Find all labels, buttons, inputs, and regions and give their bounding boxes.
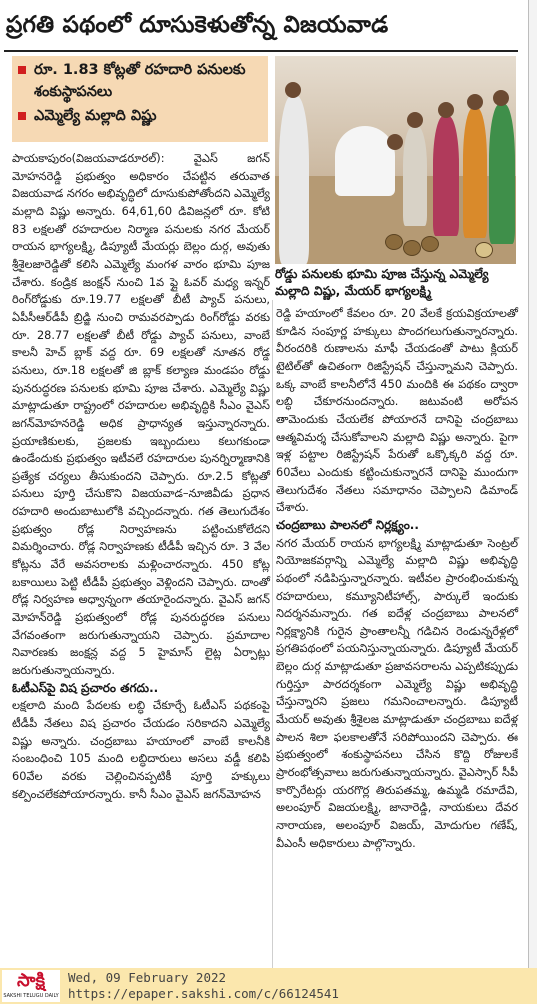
sakshi-logo xyxy=(2,970,60,1002)
news-photo xyxy=(275,56,516,264)
epaper-url-link[interactable]: https://epaper.sakshi.com/c/66124541 xyxy=(68,986,339,1001)
highlight-item: రూ. 1.83 కోట్లతో రహదారి పనులకు xyxy=(18,60,245,80)
epaper-footer xyxy=(0,968,537,1004)
article-column-1 xyxy=(12,150,270,803)
bullet-icon xyxy=(18,112,26,120)
highlight-item-continued: శంకుస్థాపనలు xyxy=(34,84,113,100)
headline: ప్రగతి పథంలో దూసుకెళుతోన్న విజయవాడ xyxy=(6,12,389,38)
article-paragraph: నగర మేయర్ రాయన భాగ్యలక్ష్మి మాట్లాడుతూ సెంట్రల్ నియోజకవర్గాన్ని ఎమ్మెల్యే మల్లాది విష్ణు అభివృద్ధి పథంలో నడిపిస్తున్నారన్నారు. ఇటీవల ప్రారంభించుకున్న రహదారులు, కమ్యూనిటీహాల్స్, పార్కులే ఇందుకు నిదర్శనమన్నారు. గత ఐదేళ్ల చంద్రబాబు పాలనలో నిర్లక్ష్యానికి గురైన ప్రాంతాలన్నీ గడిచిన రెండున్నరేళ్లలో ప్రగతిపథంలో పయనిస్తున్నాయన్నారు. డిప్యూటీ మేయర్ బెల్లం దుర్గ మాట్లాడుతూ ప్రజావసరాలను ఎప్పటికప్పుడు గుర్తిస్తూ పారదర్శకంగా ఎమ్మెల్యే విష్ణు అభివృద్ధి చేస్తున్నారని ప్రజలు గమనించాలన్నారు. డిప్యూటీ మేయర్ అవుతు శ్రీశైలజ మాట్లాడుతూ చంద్రబాబు ఐదేళ్ల పాలన శిలా ఫలకాలతోనే సరిపోయిందని చెప్పారు. ఈ ప్రభుత్వంలో శంకుస్థాపనలు చేసిన కొద్ది రోజులకే ప్రారంభోత్సవాలు జరుగుతున్నాయన్నారు. వైఎస్సార్ సీపీ కార్పొరేటర్లు యరగొర్ల తిరుపతమ్మ, ఉమ్మడి రమాదేవి, అలంపూర్ విజయలక్ష్మి, జానారెడ్డి, నాయకులు దేవర నారాయణ, అలంపూర్ విజయ్, మోదుగుల గణేష్, వీఎంసీ అధికారులు పాల్గొన్నారు. xyxy=(276,535,518,850)
article-paragraph: లక్షలాది మంది పేదలకు లబ్ధి చేకూర్చే ఓటీఎస్ పథకంపై టీడీపీ నేతలు విష ప్రచారం చేయడం సరికాదని ఎమ్మెల్యే విష్ణు అన్నారు. చంద్రబాబు హయాంలో వాంబే కాలనీకి సంబంధించి 105 మంది లబ్ధిదారులు అసలు వడ్డీ కలిపి 60వేల వరకు చెల్లించినప్పటికీ పూర్తి హక్కులు కల్పించలేకపోయారన్నారు. కానీ సీఎం వైఎస్ జగన్‌మోహన xyxy=(12,698,270,801)
logo-text: సాక్షి xyxy=(17,970,45,991)
photo-caption: రోడ్డు పనులకు భూమి పూజ చేస్తున్న ఎమ్మెల్యే మల్లాది విష్ణు, మేయర్ భాగ్యలక్ష్మి xyxy=(275,267,489,298)
edition-date: Wed, 09 February 2022 xyxy=(68,970,227,985)
adjacent-page-strip xyxy=(528,0,537,968)
subheading: ఓటీఎస్‌పై విష ప్రచారం తగదు.. xyxy=(12,680,159,695)
bullet-icon xyxy=(18,66,26,74)
headline-rule xyxy=(4,50,518,52)
article-paragraph: రెడ్డి హయాంలో కేవలం రూ. 20 వేలకే క్రయవిక్రయాలతో కూడిన సంపూర్ణ హక్కులు పొందగలుగుతున్నారన్నారు. వీరందరికి రుణాలను మాఫీ చేయడంతో పాటు క్లియర్ టైటిల్‌తో ఉచితంగా రిజిస్ట్రేషన్ చేస్తున్నామని చెప్పారు. ఒక్క వాంబే కాలనీలోనే 450 మందికి ఈ పథకం ద్వారా లబ్ధి చేకూరనుందన్నారు. జటువంటి అరోపన తామెందుకు చేయలేక పోయారనే దానిపై చంద్రబాబు ఆత్మవిమర్శ చేసుకోవాలని మల్లాది విష్ణు అన్నారు. పైగా ఇళ్ల పట్టాల రిజిస్ట్రేషన్ పేరుతో ఒక్కొక్కరి వద్ద రూ. 60వేలు ఎందుకు కట్టించుకున్నారనే దానిపై ముందుగా తెలుగుదేశం నేతలు సమాధానం చెప్పాలని డిమాండ్ చేశారు. xyxy=(276,306,518,515)
subheading: చంద్రబాబు పాలనలో నిర్లక్ష్యం.. xyxy=(276,517,419,532)
article-paragraph: పాయకాపురం(విజయవాడరూరల్): వైఎస్ జగన్ మోహనరెడ్డి ప్రభుత్వం అధికారం చేపట్టిన తరువాత విజయవాడ నగరం అభివృద్ధిలో దూసుకుపోతోందని ఎమ్మెల్యే మల్లాది విష్ణు అన్నారు. 64,61,60 డివిజన్లలో రూ. కోటి 83 లక్షలతో రహదారుల నిర్మాణ పనులకు నగర మేయర్ రాయన భాగ్యలక్ష్మి, డిప్యూటీ మేయర్లు బెల్లం దుర్గ, అవుతు శ్రీశైలజారెడ్డితో కలిసి ఎమ్మెల్యే మంగళ వారం భూమి పూజ చేశారు. కండ్రిక జంక్షన్ నుంచి 1వ ఫ్లై ఓవర్ మధ్య ఇన్నర్ రింగ్‌రోడ్డుకు రూ.19.77 లక్షలతో బీటీ ప్యాచ్ పనులు, ఏపీసీఆర్‌డీపీ బ్రిడ్జి నుంచి రామవరప్పాడు రింగ్‌రోడ్డు వరకు రూ. 28.77 లక్షలతో బీటీ రోడ్డు ప్యాచ్ పనులు, వాంబే కాలనీ హెచ్ బ్లాక్ వద్ద రూ. 69 లక్షలతో నూతన రోడ్డ పనులు, రూ.18 లక్షలతో జి బ్లాక్ కల్యాణ మండపం రోడ్డు పునరుద్ధరణ పనులకు భూమి పూజ చేశారు. ఎమ్మెల్యే విష్ణు మాట్లాడుతూ రాష్ట్రంలో రహదారుల అభివృద్ధికి సీఎం వైఎస్ జగన్‌మోహనరెడ్డి అధిక ప్రాధాన్యత ఇస్తున్నారన్నారు. ప్రయాణికులకు, ప్రజలకు ఇబ్బందులు కలుగకుండా ఉండేందుకు ప్రభుత్వం ఇటీవలే రహదారుల పునర్నిర్మాణానికి ప్రత్యేక చర్యలు తీసుకుందని చెప్పారు. రూ.2.5 కోట్లతో పనులు పూర్తి చేసుకొని విజయవాడ–నూజివీడు ప్రధాన రహదారి అందుబాటులోకి వచ్చిందన్నారు. గత తెలుగుదేశం ప్రభుత్వం రోడ్ల నిర్వాహణను పట్టించుకోలేదని విమర్శించారు. రోడ్ల నిర్వాహణకు టీడీపీ ఇచ్చిన రూ. 3 వేల కోట్లను వేరే అవసరాలకు మళ్లించారన్నారు. 450 కోట్ల బకాయిలు పెట్టి టీడీపీ ప్రభుత్వం వెళ్లిందని చెప్పారు. దాంతో రోడ్ల నిర్వహణ అధ్వాన్నంగా తయారైందన్నారు. వైఎస్ జగన్ మోహన్‌రెడ్డి ప్రభుత్వంలో రోడ్ల పునరుద్ధరణ పనులు వేగవంతంగా జరుగుతున్నాయని చెప్పారు. ప్రమాదాల నివారణకు జంక్షన్ల వద్ద 5 హైమాస్ లైట్ల ఏర్పాట్లు జరుగుతున్నాయన్నారు. xyxy=(12,151,270,678)
logo-subtext: SAKSHI TELUGU DAILY xyxy=(3,993,59,999)
highlight-item: ఎమ్మెల్యే మల్లాది విష్ణు xyxy=(18,106,157,126)
highlights-box xyxy=(12,56,268,142)
column-divider xyxy=(272,300,273,968)
article-column-2 xyxy=(276,305,518,852)
